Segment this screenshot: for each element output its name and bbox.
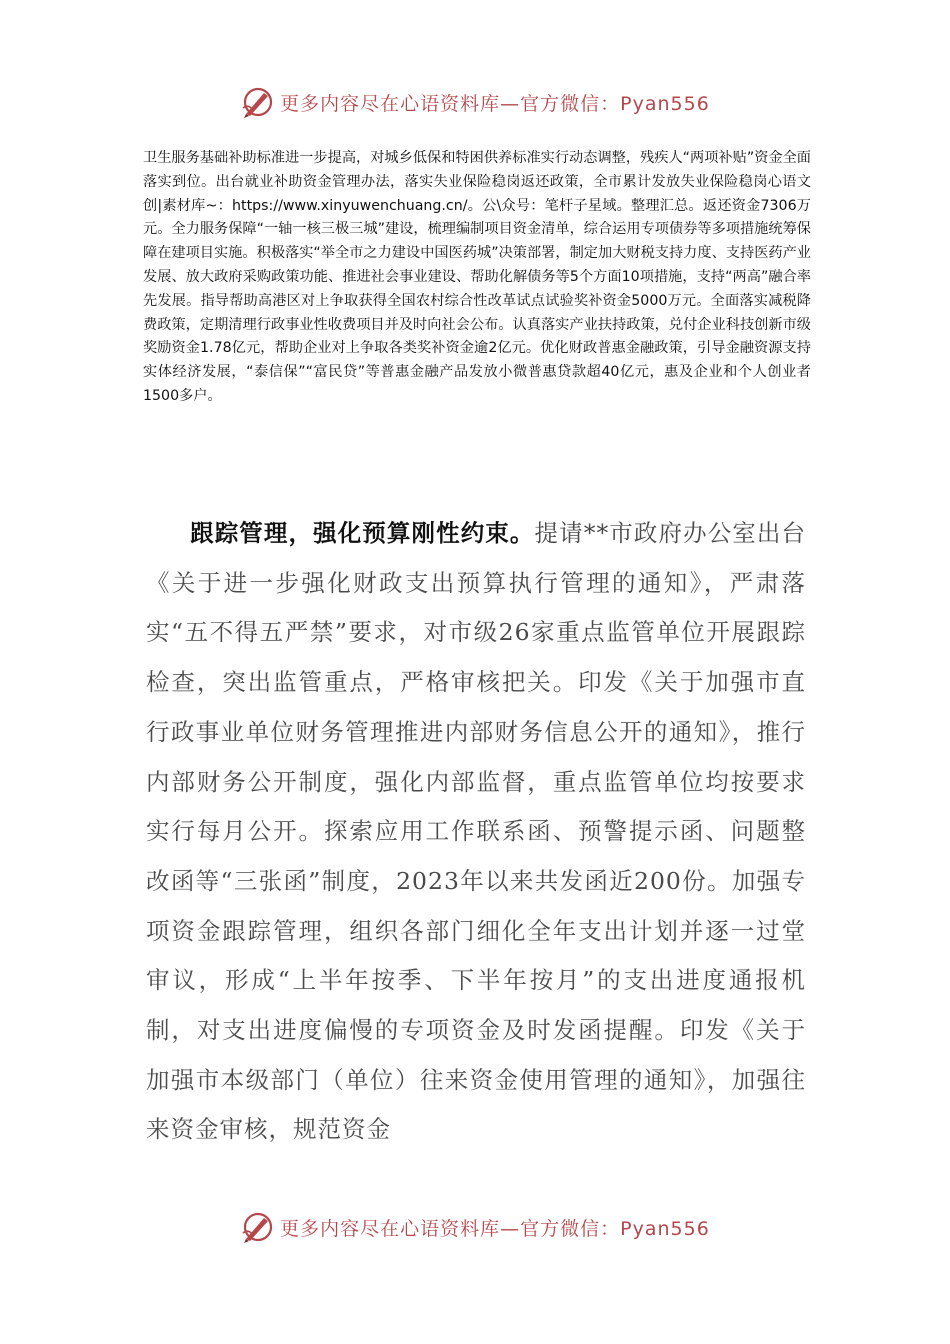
pen-in-circle-icon	[240, 1209, 276, 1245]
main-paragraph-lead: 跟踪管理，强化预算刚性约束。	[190, 519, 535, 547]
footer-banner-text: 更多内容尽在心语资料库—官方微信：Pyan556	[280, 1217, 710, 1240]
header-banner	[0, 82, 950, 122]
main-paragraph-body: 提请**市政府办公室出台《关于进一步强化财政支出预算执行管理的通知》，严肃落实“五不得五严禁”要求，对市级26家重点监管单位开展跟踪检查，突出监管重点，严格审核把关。印发《关于加强市直行政事业单位财务管理推进内部财务信息公开的通知》，推行内部财务公开制度，强化内部监督，重点监管单位均按要求实行每月公开。探索应用工作联系函、预警提示函、问题整改函等“三张函”制度，2023年以来共发函近200份。加强专项资金跟踪管理，组织各部门细化全年支出计划并逐一过堂审议，形成“上半年按季、下半年按月”的支出进度通报机制，对支出进度偏慢的专项资金及时发函提醒。印发《关于加强市本级部门（单位）往来资金使用管理的通知》，加强往来资金审核，规范资金	[146, 519, 806, 1144]
top-paragraph: 卫生服务基础补助标准进一步提高，对城乡低保和特困供养标准实行动态调整，残疾人“两项补贴”资金全面落实到位。出台就业补助资金管理办法，落实失业保险稳岗返还政策，全市累计发放失业保险稳岗心语文创|素材库~：https://www.xinyuwenchuang.cn/。公\众号：笔杆子星域。整理汇总。返还资金7306万元。全力服务保障“一轴一核三极三城”建设，梳理编制项目资金清单，综合运用专项债券等多项措施统筹保障在建项目实施。积极落实“举全市之力建设中国医药城”决策部署，制定加大财税支持力度、支持医药产业发展、放大政府采购政策功能、推进社会事业建设、帮助化解债务等5个方面10项措施，支持“两高”融合率先发展。指导帮助高港区对上争取获得全国农村综合性改革试点试验奖补资金5000万元。全面落实减税降费政策，定期清理行政事业性收费项目并及时向社会公布。认真落实产业扶持政策，兑付企业科技创新市级奖励资金1.78亿元，帮助企业对上争取各类奖补资金逾2亿元。优化财政普惠金融政策，引导金融资源支持实体经济发展，“泰信保”“富民贷”等普惠金融产品发放小微普惠贷款超40亿元，惠及企业和个人创业者1500多户。	[143, 150, 811, 404]
main-paragraph	[146, 509, 806, 1155]
header-banner-text: 更多内容尽在心语资料库—官方微信：Pyan556	[280, 92, 710, 115]
footer-banner	[0, 1207, 950, 1247]
pen-in-circle-icon	[240, 84, 276, 120]
